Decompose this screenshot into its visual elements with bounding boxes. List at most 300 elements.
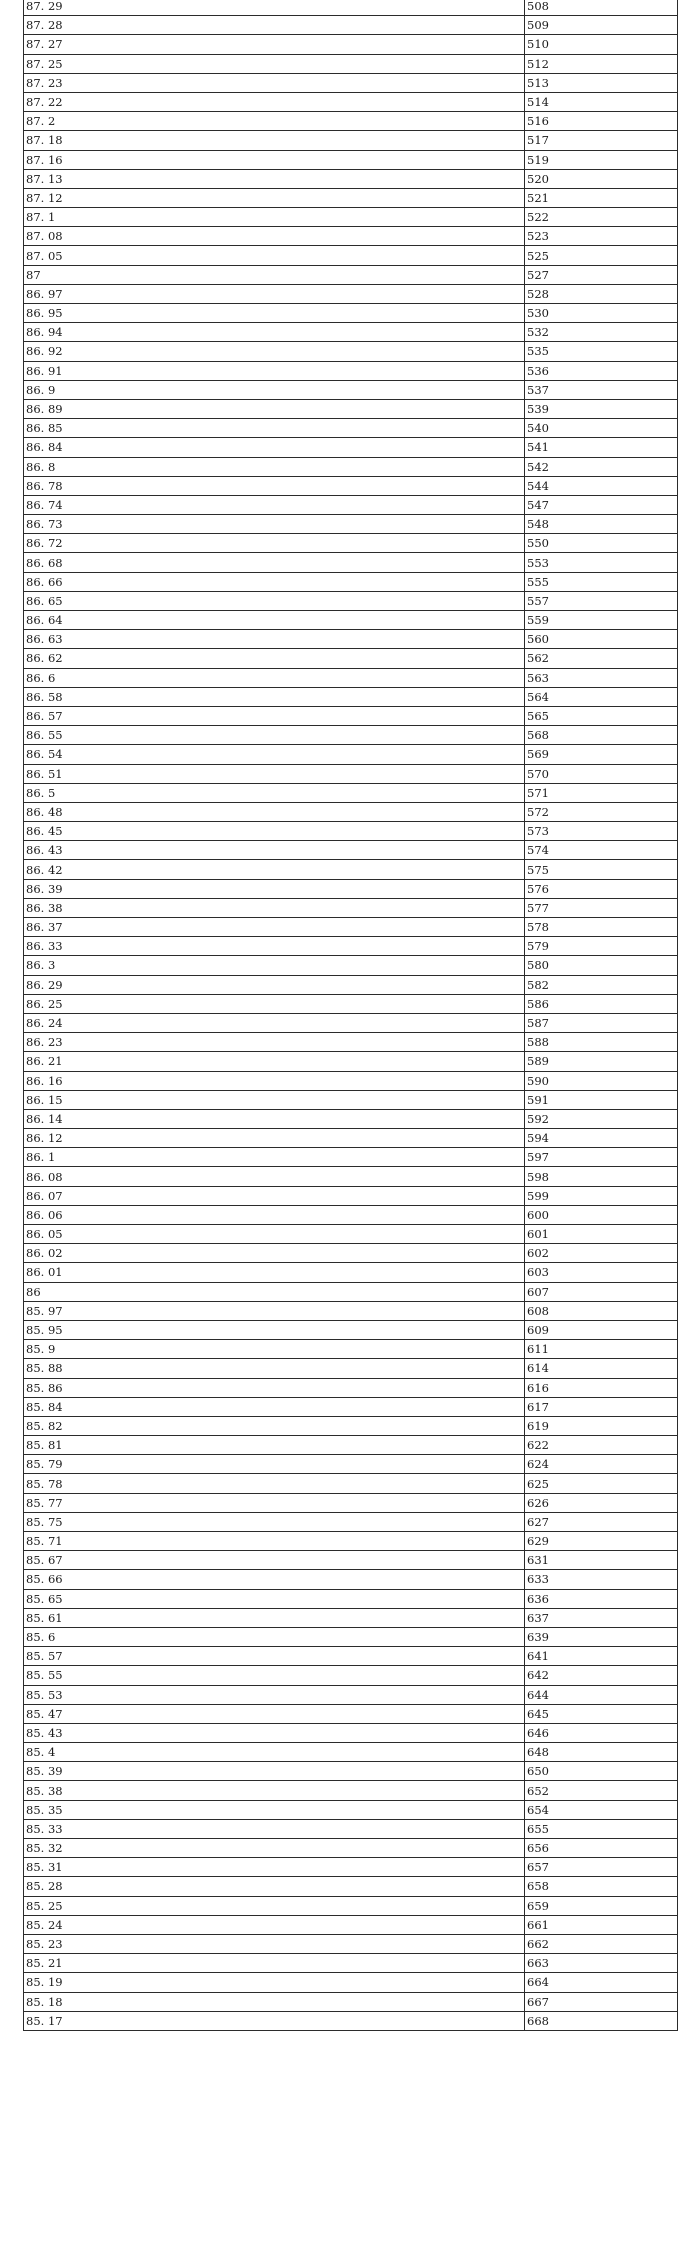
- rank-cell: 656: [525, 1839, 678, 1858]
- score-cell: 85. 67: [24, 1551, 525, 1570]
- table-row: [24, 1416, 678, 1435]
- table-row: [24, 188, 678, 207]
- score-cell: 86. 62: [24, 649, 525, 668]
- table-row: [24, 1685, 678, 1704]
- score-cell: 86. 45: [24, 822, 525, 841]
- score-cell: 86. 84: [24, 438, 525, 457]
- table-row: [24, 764, 678, 783]
- score-cell: 86. 21: [24, 1052, 525, 1071]
- table-row: [24, 1301, 678, 1320]
- rank-cell: 521: [525, 188, 678, 207]
- score-cell: 87. 27: [24, 35, 525, 54]
- score-cell: 86. 38: [24, 898, 525, 917]
- rank-cell: 637: [525, 1608, 678, 1627]
- score-cell: 86. 54: [24, 745, 525, 764]
- rank-cell: 607: [525, 1282, 678, 1301]
- score-cell: 86. 9: [24, 380, 525, 399]
- rank-cell: 658: [525, 1877, 678, 1896]
- table-row: [24, 1800, 678, 1819]
- score-cell: 86. 55: [24, 726, 525, 745]
- rank-cell: 661: [525, 1915, 678, 1934]
- rank-cell: 592: [525, 1109, 678, 1128]
- score-cell: 87. 16: [24, 150, 525, 169]
- table-row: [24, 1225, 678, 1244]
- score-cell: 86. 12: [24, 1129, 525, 1148]
- table-row: [24, 284, 678, 303]
- rank-cell: 527: [525, 265, 678, 284]
- rank-cell: 573: [525, 822, 678, 841]
- table-row: [24, 54, 678, 73]
- rank-cell: 537: [525, 380, 678, 399]
- rank-cell: 586: [525, 994, 678, 1013]
- table-row: [24, 419, 678, 438]
- score-cell: 86. 64: [24, 611, 525, 630]
- rank-cell: 562: [525, 649, 678, 668]
- rank-cell: 510: [525, 35, 678, 54]
- score-cell: 85. 18: [24, 1992, 525, 2011]
- table-row: [24, 1532, 678, 1551]
- score-cell: 85. 25: [24, 1896, 525, 1915]
- score-cell: 86. 24: [24, 1013, 525, 1032]
- rank-cell: 572: [525, 802, 678, 821]
- score-cell: 85. 65: [24, 1589, 525, 1608]
- table-row: [24, 1819, 678, 1838]
- table-row: [24, 745, 678, 764]
- rank-cell: 662: [525, 1934, 678, 1953]
- table-row: [24, 1704, 678, 1723]
- score-cell: 86. 48: [24, 802, 525, 821]
- rank-cell: 574: [525, 841, 678, 860]
- rank-cell: 603: [525, 1263, 678, 1282]
- rank-cell: 547: [525, 495, 678, 514]
- score-cell: 86. 73: [24, 515, 525, 534]
- score-cell: 87. 22: [24, 92, 525, 111]
- score-cell: 86. 89: [24, 399, 525, 418]
- score-cell: 86. 06: [24, 1205, 525, 1224]
- rank-cell: 663: [525, 1954, 678, 1973]
- score-cell: 85. 43: [24, 1723, 525, 1742]
- rank-cell: 609: [525, 1320, 678, 1339]
- table-row: [24, 706, 678, 725]
- table-row: [24, 1244, 678, 1263]
- rank-cell: 516: [525, 112, 678, 131]
- score-cell: 85. 19: [24, 1973, 525, 1992]
- table-row: [24, 342, 678, 361]
- table-row: [24, 1781, 678, 1800]
- table-row: [24, 1954, 678, 1973]
- score-cell: 85. 71: [24, 1532, 525, 1551]
- rank-cell: 591: [525, 1090, 678, 1109]
- rank-cell: 578: [525, 918, 678, 937]
- table-row: [24, 1109, 678, 1128]
- score-cell: 85. 24: [24, 1915, 525, 1934]
- table-row: [24, 649, 678, 668]
- table-row: [24, 1896, 678, 1915]
- table-row: [24, 937, 678, 956]
- rank-cell: 571: [525, 783, 678, 802]
- table-row: [24, 1474, 678, 1493]
- rank-cell: 657: [525, 1858, 678, 1877]
- rank-cell: 588: [525, 1033, 678, 1052]
- rank-cell: 633: [525, 1570, 678, 1589]
- score-cell: 86. 51: [24, 764, 525, 783]
- rank-cell: 600: [525, 1205, 678, 1224]
- table-row: [24, 1934, 678, 1953]
- score-cell: 85. 21: [24, 1954, 525, 1973]
- table-row: [24, 898, 678, 917]
- score-cell: 86. 3: [24, 956, 525, 975]
- score-cell: 86. 92: [24, 342, 525, 361]
- score-cell: 86. 39: [24, 879, 525, 898]
- rank-cell: 540: [525, 419, 678, 438]
- table-row: [24, 1973, 678, 1992]
- table-row: [24, 822, 678, 841]
- score-cell: 85. 57: [24, 1647, 525, 1666]
- score-cell: 86. 25: [24, 994, 525, 1013]
- table-row: [24, 956, 678, 975]
- score-cell: 87. 25: [24, 54, 525, 73]
- score-cell: 86. 37: [24, 918, 525, 937]
- score-cell: 86. 16: [24, 1071, 525, 1090]
- table-row: [24, 1052, 678, 1071]
- score-cell: 86. 85: [24, 419, 525, 438]
- table-row: [24, 169, 678, 188]
- rank-cell: 594: [525, 1129, 678, 1148]
- table-row: [24, 1359, 678, 1378]
- table-row: [24, 668, 678, 687]
- score-cell: 85. 39: [24, 1762, 525, 1781]
- rank-cell: 575: [525, 860, 678, 879]
- table-row: [24, 1167, 678, 1186]
- rank-cell: 650: [525, 1762, 678, 1781]
- table-row: [24, 1647, 678, 1666]
- score-cell: 86. 65: [24, 591, 525, 610]
- table-row: [24, 1129, 678, 1148]
- score-cell: 86. 01: [24, 1263, 525, 1282]
- score-cell: 86. 14: [24, 1109, 525, 1128]
- rank-cell: 587: [525, 1013, 678, 1032]
- table-row: [24, 1205, 678, 1224]
- table-row: [24, 553, 678, 572]
- score-cell: 85. 38: [24, 1781, 525, 1800]
- rank-cell: 560: [525, 630, 678, 649]
- score-cell: 86. 66: [24, 572, 525, 591]
- rank-cell: 636: [525, 1589, 678, 1608]
- rank-cell: 564: [525, 687, 678, 706]
- score-cell: 86. 91: [24, 361, 525, 380]
- table-row: [24, 515, 678, 534]
- rank-cell: 520: [525, 169, 678, 188]
- table-row: [24, 726, 678, 745]
- score-cell: 85. 47: [24, 1704, 525, 1723]
- score-cell: 87: [24, 265, 525, 284]
- rank-cell: 557: [525, 591, 678, 610]
- score-rank-table: [23, 0, 678, 2031]
- rank-cell: 641: [525, 1647, 678, 1666]
- rank-cell: 624: [525, 1455, 678, 1474]
- table-row: [24, 1148, 678, 1167]
- table-row: [24, 1397, 678, 1416]
- table-row: [24, 265, 678, 284]
- score-cell: 86. 57: [24, 706, 525, 725]
- table-row: [24, 1378, 678, 1397]
- rank-cell: 611: [525, 1340, 678, 1359]
- score-cell: 85. 86: [24, 1378, 525, 1397]
- rank-cell: 654: [525, 1800, 678, 1819]
- table-row: [24, 1436, 678, 1455]
- rank-cell: 548: [525, 515, 678, 534]
- rank-cell: 616: [525, 1378, 678, 1397]
- score-cell: 86. 6: [24, 668, 525, 687]
- score-cell: 86: [24, 1282, 525, 1301]
- table-row: [24, 1570, 678, 1589]
- table-row: [24, 1455, 678, 1474]
- score-cell: 85. 6: [24, 1627, 525, 1646]
- rank-cell: 559: [525, 611, 678, 630]
- score-cell: 85. 97: [24, 1301, 525, 1320]
- rank-cell: 582: [525, 975, 678, 994]
- rank-cell: 598: [525, 1167, 678, 1186]
- table-row: [24, 495, 678, 514]
- rank-cell: 580: [525, 956, 678, 975]
- score-cell: 87. 08: [24, 227, 525, 246]
- score-cell: 85. 23: [24, 1934, 525, 1953]
- score-cell: 85. 95: [24, 1320, 525, 1339]
- rank-cell: 599: [525, 1186, 678, 1205]
- rank-cell: 569: [525, 745, 678, 764]
- rank-cell: 648: [525, 1743, 678, 1762]
- score-cell: 86. 1: [24, 1148, 525, 1167]
- rank-cell: 601: [525, 1225, 678, 1244]
- table-row: [24, 399, 678, 418]
- table-row: [24, 131, 678, 150]
- score-cell: 86. 97: [24, 284, 525, 303]
- table-row: [24, 208, 678, 227]
- table-row: [24, 1627, 678, 1646]
- score-cell: 85. 4: [24, 1743, 525, 1762]
- table-row: [24, 1915, 678, 1934]
- rank-cell: 509: [525, 16, 678, 35]
- table-row: [24, 16, 678, 35]
- score-cell: 86. 33: [24, 937, 525, 956]
- score-cell: 87. 28: [24, 16, 525, 35]
- rank-cell: 523: [525, 227, 678, 246]
- score-cell: 87. 1: [24, 208, 525, 227]
- table-row: [24, 1992, 678, 2011]
- score-cell: 87. 18: [24, 131, 525, 150]
- score-cell: 85. 28: [24, 1877, 525, 1896]
- table-row: [24, 150, 678, 169]
- table-row: [24, 1762, 678, 1781]
- table-row: [24, 1186, 678, 1205]
- table-row: [24, 918, 678, 937]
- score-cell: 87. 13: [24, 169, 525, 188]
- score-cell: 86. 95: [24, 304, 525, 323]
- table-row: [24, 1608, 678, 1627]
- rank-cell: 563: [525, 668, 678, 687]
- table-row: [24, 1839, 678, 1858]
- rank-cell: 625: [525, 1474, 678, 1493]
- table-row: [24, 457, 678, 476]
- table-row: [24, 1320, 678, 1339]
- rank-cell: 541: [525, 438, 678, 457]
- score-cell: 86. 43: [24, 841, 525, 860]
- rank-cell: 644: [525, 1685, 678, 1704]
- rank-cell: 576: [525, 879, 678, 898]
- rank-cell: 590: [525, 1071, 678, 1090]
- rank-cell: 550: [525, 534, 678, 553]
- table-row: [24, 476, 678, 495]
- rank-cell: 659: [525, 1896, 678, 1915]
- rank-cell: 570: [525, 764, 678, 783]
- rank-cell: 639: [525, 1627, 678, 1646]
- table-row: [24, 879, 678, 898]
- rank-cell: 646: [525, 1723, 678, 1742]
- rank-cell: 536: [525, 361, 678, 380]
- score-cell: 85. 32: [24, 1839, 525, 1858]
- table-row: [24, 802, 678, 821]
- table-row: [24, 246, 678, 265]
- score-cell: 86. 29: [24, 975, 525, 994]
- score-cell: 85. 77: [24, 1493, 525, 1512]
- table-row: [24, 1033, 678, 1052]
- rank-cell: 535: [525, 342, 678, 361]
- table-row: [24, 438, 678, 457]
- rank-cell: 655: [525, 1819, 678, 1838]
- score-cell: 87. 12: [24, 188, 525, 207]
- table-row: [24, 1858, 678, 1877]
- table-row: [24, 92, 678, 111]
- table-row: [24, 687, 678, 706]
- rank-cell: 513: [525, 73, 678, 92]
- table-body: [24, 0, 678, 2030]
- rank-cell: 555: [525, 572, 678, 591]
- score-cell: 86. 05: [24, 1225, 525, 1244]
- score-cell: 86. 23: [24, 1033, 525, 1052]
- table-row: [24, 73, 678, 92]
- rank-cell: 608: [525, 1301, 678, 1320]
- table-row: [24, 1013, 678, 1032]
- rank-cell: 514: [525, 92, 678, 111]
- score-cell: 86. 74: [24, 495, 525, 514]
- table-row: [24, 323, 678, 342]
- rank-cell: 522: [525, 208, 678, 227]
- table-row: [24, 1666, 678, 1685]
- rank-cell: 517: [525, 131, 678, 150]
- rank-cell: 642: [525, 1666, 678, 1685]
- rank-cell: 664: [525, 1973, 678, 1992]
- table-row: [24, 1090, 678, 1109]
- table-row: [24, 1263, 678, 1282]
- score-cell: 85. 33: [24, 1819, 525, 1838]
- table-row: [24, 35, 678, 54]
- score-cell: 85. 75: [24, 1512, 525, 1531]
- rank-cell: 631: [525, 1551, 678, 1570]
- score-cell: 85. 17: [24, 2011, 525, 2030]
- score-cell: 86. 08: [24, 1167, 525, 1186]
- table-row: [24, 630, 678, 649]
- table-row: [24, 611, 678, 630]
- rank-cell: 629: [525, 1532, 678, 1551]
- score-cell: 87. 29: [24, 0, 525, 16]
- score-cell: 85. 84: [24, 1397, 525, 1416]
- rank-cell: 597: [525, 1148, 678, 1167]
- table-row: [24, 361, 678, 380]
- rank-cell: 508: [525, 0, 678, 16]
- rank-cell: 622: [525, 1436, 678, 1455]
- rank-cell: 544: [525, 476, 678, 495]
- score-cell: 85. 61: [24, 1608, 525, 1627]
- rank-cell: 579: [525, 937, 678, 956]
- table-row: [24, 591, 678, 610]
- table-row: [24, 1877, 678, 1896]
- score-cell: 86. 63: [24, 630, 525, 649]
- table-row: [24, 783, 678, 802]
- table-row: [24, 1282, 678, 1301]
- table-row: [24, 2011, 678, 2030]
- table-row: [24, 1723, 678, 1742]
- rank-cell: 667: [525, 1992, 678, 2011]
- rank-cell: 528: [525, 284, 678, 303]
- rank-cell: 519: [525, 150, 678, 169]
- table-row: [24, 975, 678, 994]
- score-cell: 85. 9: [24, 1340, 525, 1359]
- rank-cell: 530: [525, 304, 678, 323]
- table-row: [24, 994, 678, 1013]
- rank-cell: 577: [525, 898, 678, 917]
- rank-cell: 645: [525, 1704, 678, 1723]
- table-row: [24, 1340, 678, 1359]
- table-row: [24, 1493, 678, 1512]
- score-cell: 86. 02: [24, 1244, 525, 1263]
- table-row: [24, 380, 678, 399]
- score-cell: 86. 8: [24, 457, 525, 476]
- rank-cell: 565: [525, 706, 678, 725]
- rank-cell: 542: [525, 457, 678, 476]
- table-row: [24, 1551, 678, 1570]
- table-row: [24, 572, 678, 591]
- score-cell: 86. 78: [24, 476, 525, 495]
- rank-cell: 652: [525, 1781, 678, 1800]
- score-cell: 85. 66: [24, 1570, 525, 1589]
- table-row: [24, 534, 678, 553]
- rank-cell: 553: [525, 553, 678, 572]
- rank-cell: 614: [525, 1359, 678, 1378]
- rank-cell: 512: [525, 54, 678, 73]
- rank-cell: 626: [525, 1493, 678, 1512]
- score-cell: 86. 58: [24, 687, 525, 706]
- table-row: [24, 1071, 678, 1090]
- rank-cell: 568: [525, 726, 678, 745]
- rank-cell: 589: [525, 1052, 678, 1071]
- table-row: [24, 1512, 678, 1531]
- table-row: [24, 227, 678, 246]
- score-cell: 86. 94: [24, 323, 525, 342]
- score-cell: 86. 15: [24, 1090, 525, 1109]
- score-cell: 85. 55: [24, 1666, 525, 1685]
- score-cell: 86. 5: [24, 783, 525, 802]
- score-cell: 85. 53: [24, 1685, 525, 1704]
- rank-cell: 602: [525, 1244, 678, 1263]
- table-row: [24, 1589, 678, 1608]
- score-cell: 87. 2: [24, 112, 525, 131]
- table-row: [24, 0, 678, 16]
- table-row: [24, 112, 678, 131]
- rank-cell: 532: [525, 323, 678, 342]
- score-cell: 87. 23: [24, 73, 525, 92]
- score-cell: 85. 31: [24, 1858, 525, 1877]
- score-cell: 86. 68: [24, 553, 525, 572]
